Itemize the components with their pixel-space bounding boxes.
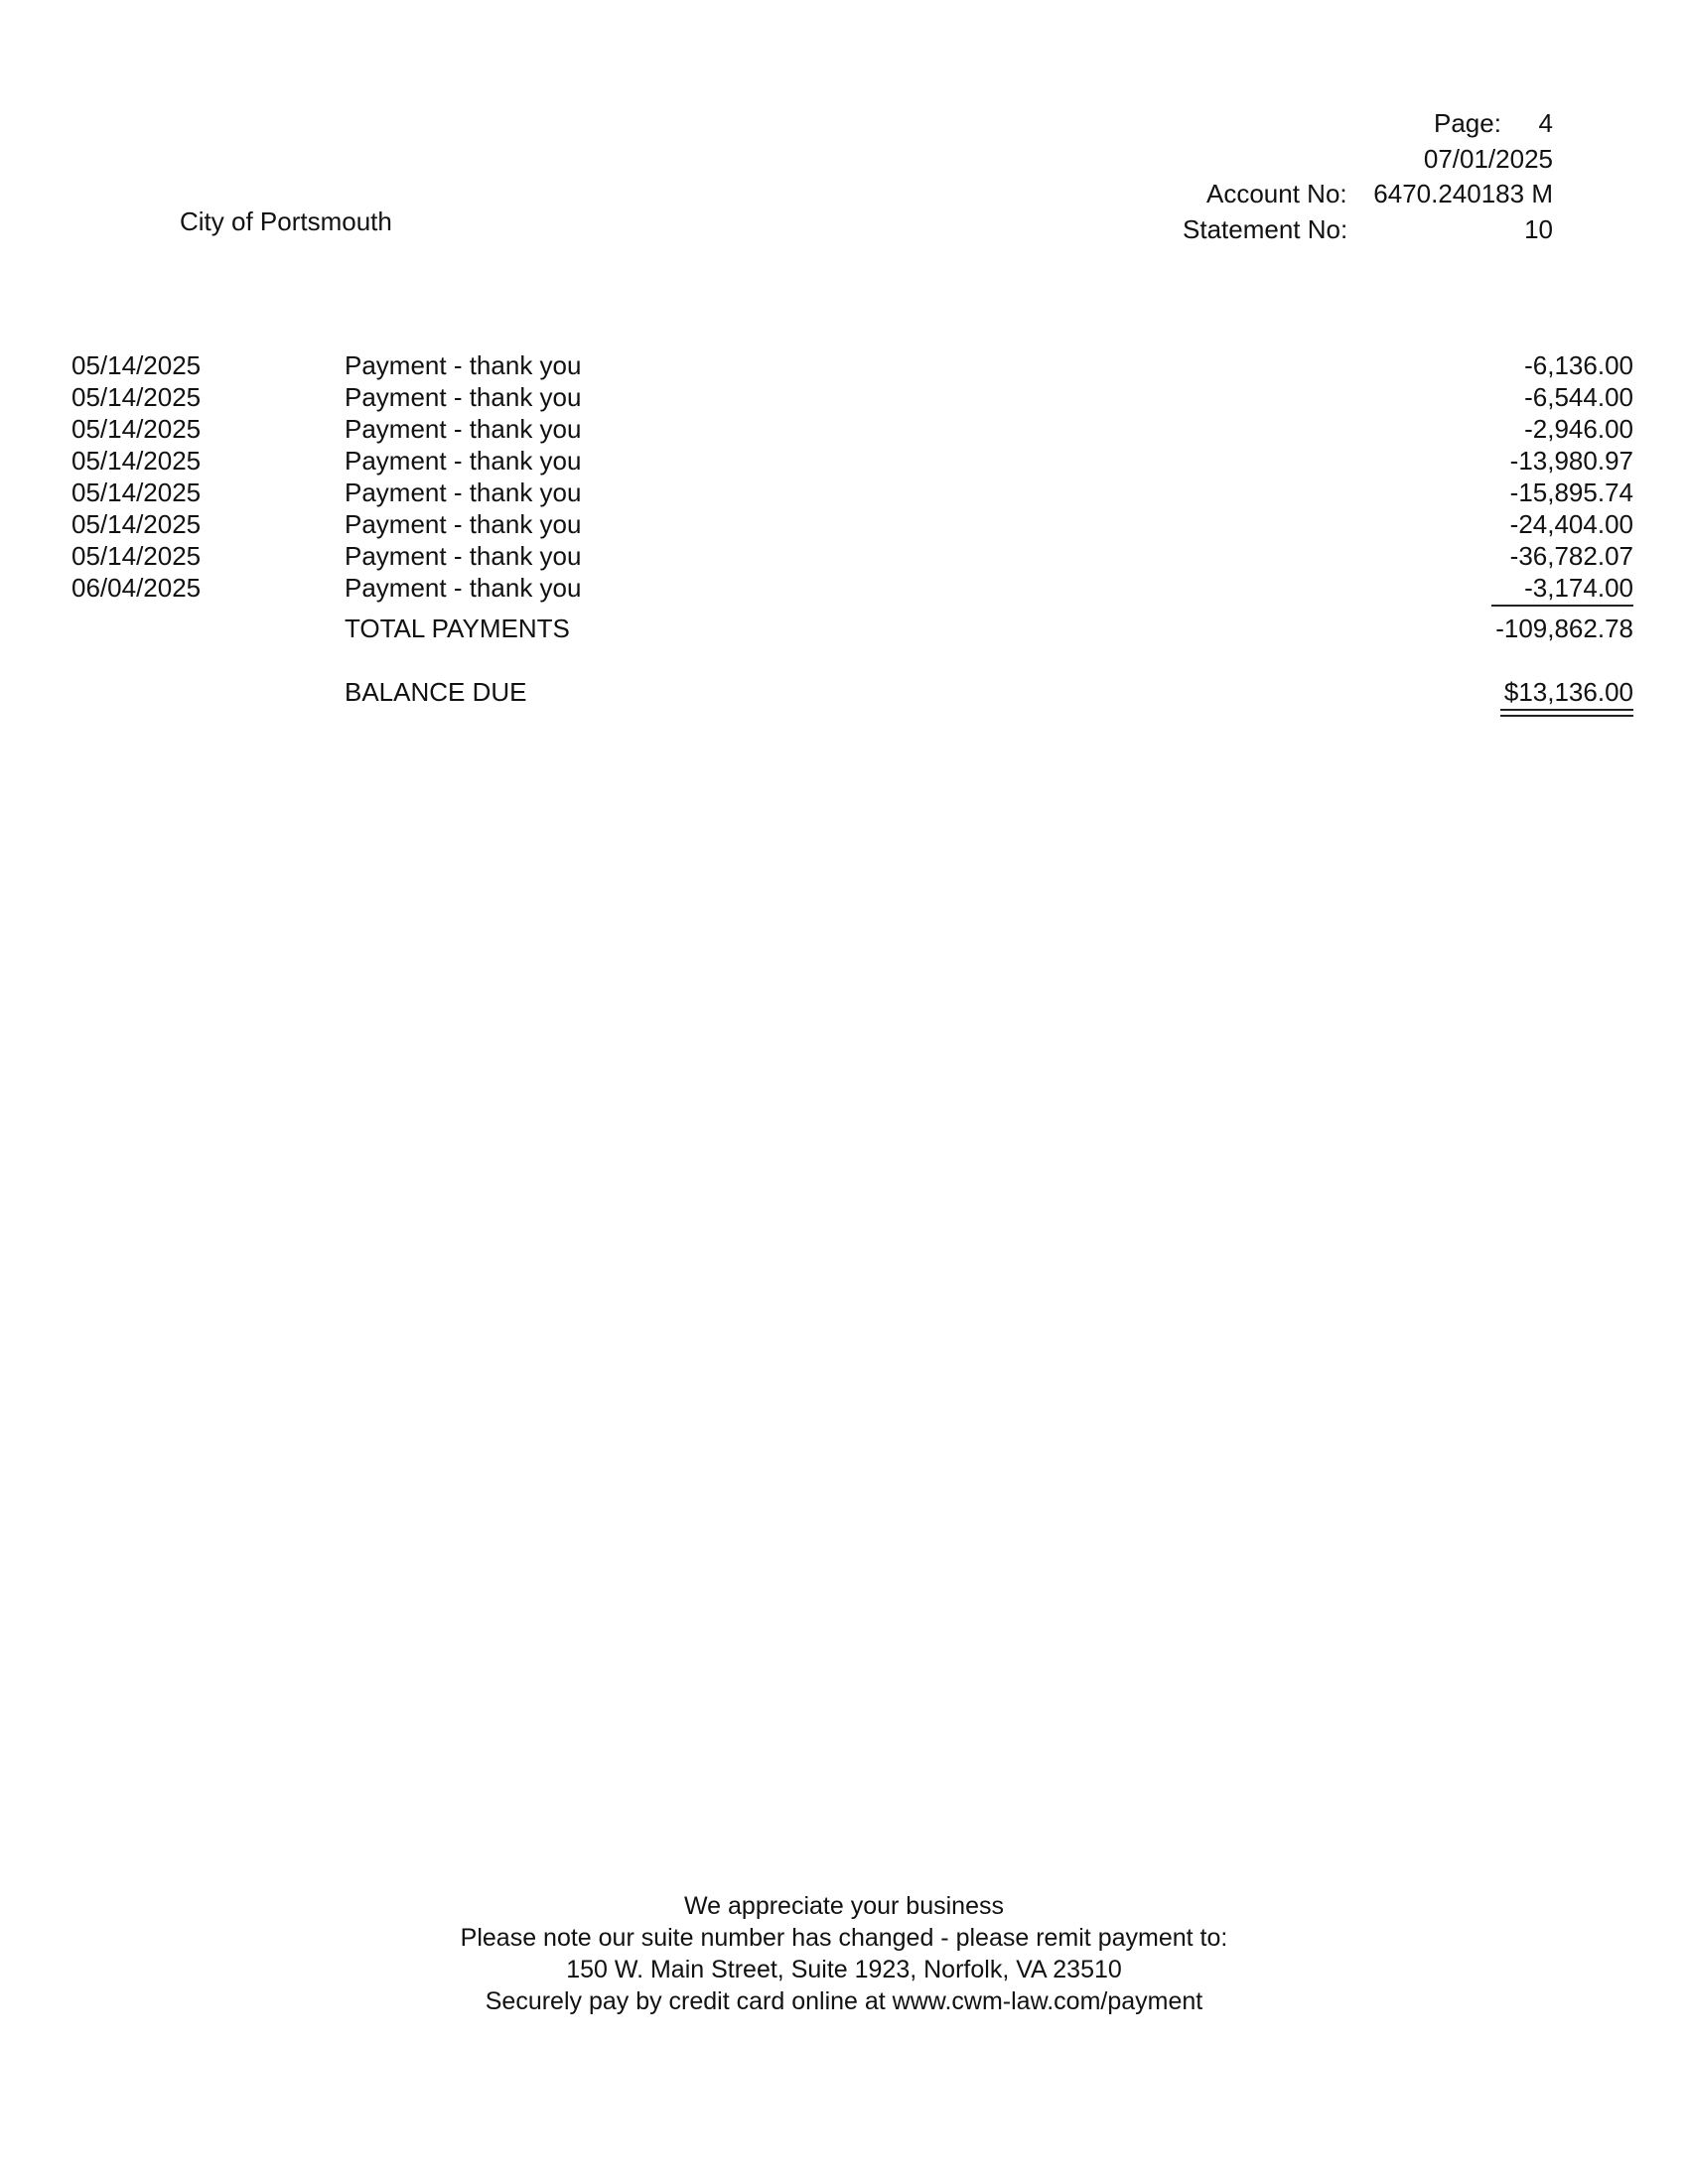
footer-line-payment-url: Securely pay by credit card online at www.cwm-law.com/payment [485, 1987, 1203, 2015]
total-payments-amount: -109,862.78 [1495, 614, 1633, 643]
transactions-list [0, 349, 1688, 604]
statement-date-row [1291, 144, 1553, 174]
transaction-row [0, 413, 1688, 445]
transaction-row [0, 349, 1688, 381]
transaction-row [0, 540, 1688, 572]
footer-line-thanks: We appreciate your business [684, 1892, 1004, 1920]
transaction-description: Payment - thank you [345, 541, 582, 571]
footer-line-address: 150 W. Main Street, Suite 1923, Norfolk, VA 23510 [566, 1956, 1122, 1983]
account-number: 6470.240183 M [1373, 179, 1553, 208]
balance-double-rule [1500, 709, 1633, 717]
client-name: City of Portsmouth [180, 206, 392, 236]
statement-label: Statement No: [1183, 214, 1348, 244]
transaction-date: 05/14/2025 [71, 446, 202, 476]
total-payments-label: TOTAL PAYMENTS [345, 614, 570, 643]
transaction-amount: -36,782.07 [1509, 541, 1633, 571]
statement-footer [0, 1890, 1688, 2017]
transaction-date: 05/14/2025 [71, 350, 202, 380]
transaction-row [0, 572, 1688, 604]
transaction-description: Payment - thank you [345, 509, 582, 539]
transaction-date: 05/14/2025 [71, 541, 202, 571]
transaction-date: 05/14/2025 [71, 414, 202, 444]
transaction-date: 06/04/2025 [71, 573, 202, 603]
transaction-row [0, 445, 1688, 477]
statement-date: 07/01/2025 [1423, 144, 1553, 174]
transaction-amount: -3,174.00 [1524, 573, 1633, 603]
transaction-description: Payment - thank you [345, 446, 582, 476]
statement-number-row [1172, 214, 1553, 244]
transaction-description: Payment - thank you [345, 414, 582, 444]
total-payments-row [0, 612, 1688, 645]
page-number-row [1370, 108, 1553, 138]
transaction-amount: -6,136.00 [1524, 350, 1633, 380]
transaction-date: 05/14/2025 [71, 509, 202, 539]
transaction-amount: -6,544.00 [1524, 382, 1633, 412]
page-number: 4 [1538, 108, 1553, 138]
transaction-row [0, 477, 1688, 508]
transaction-description: Payment - thank you [345, 350, 582, 380]
transaction-description: Payment - thank you [345, 382, 582, 412]
transaction-amount: -15,895.74 [1509, 478, 1633, 507]
balance-due-label: BALANCE DUE [345, 677, 527, 707]
transaction-description: Payment - thank you [345, 478, 582, 507]
total-rule [1491, 605, 1633, 607]
transaction-amount: -13,980.97 [1509, 446, 1633, 476]
account-number-row [1172, 179, 1553, 208]
transaction-row [0, 381, 1688, 413]
transaction-amount: -24,404.00 [1509, 509, 1633, 539]
account-label: Account No: [1206, 179, 1347, 208]
transaction-date: 05/14/2025 [71, 478, 202, 507]
transaction-date: 05/14/2025 [71, 382, 202, 412]
balance-due-amount: $13,136.00 [1503, 677, 1633, 707]
transaction-description: Payment - thank you [345, 573, 582, 603]
transaction-amount: -2,946.00 [1524, 414, 1633, 444]
balance-due-row [0, 675, 1688, 709]
transaction-row [0, 508, 1688, 540]
statement-number: 10 [1524, 214, 1553, 244]
page-label: Page: [1434, 108, 1501, 138]
footer-line-suite-notice: Please note our suite number has changed - please remit payment to: [460, 1924, 1228, 1952]
